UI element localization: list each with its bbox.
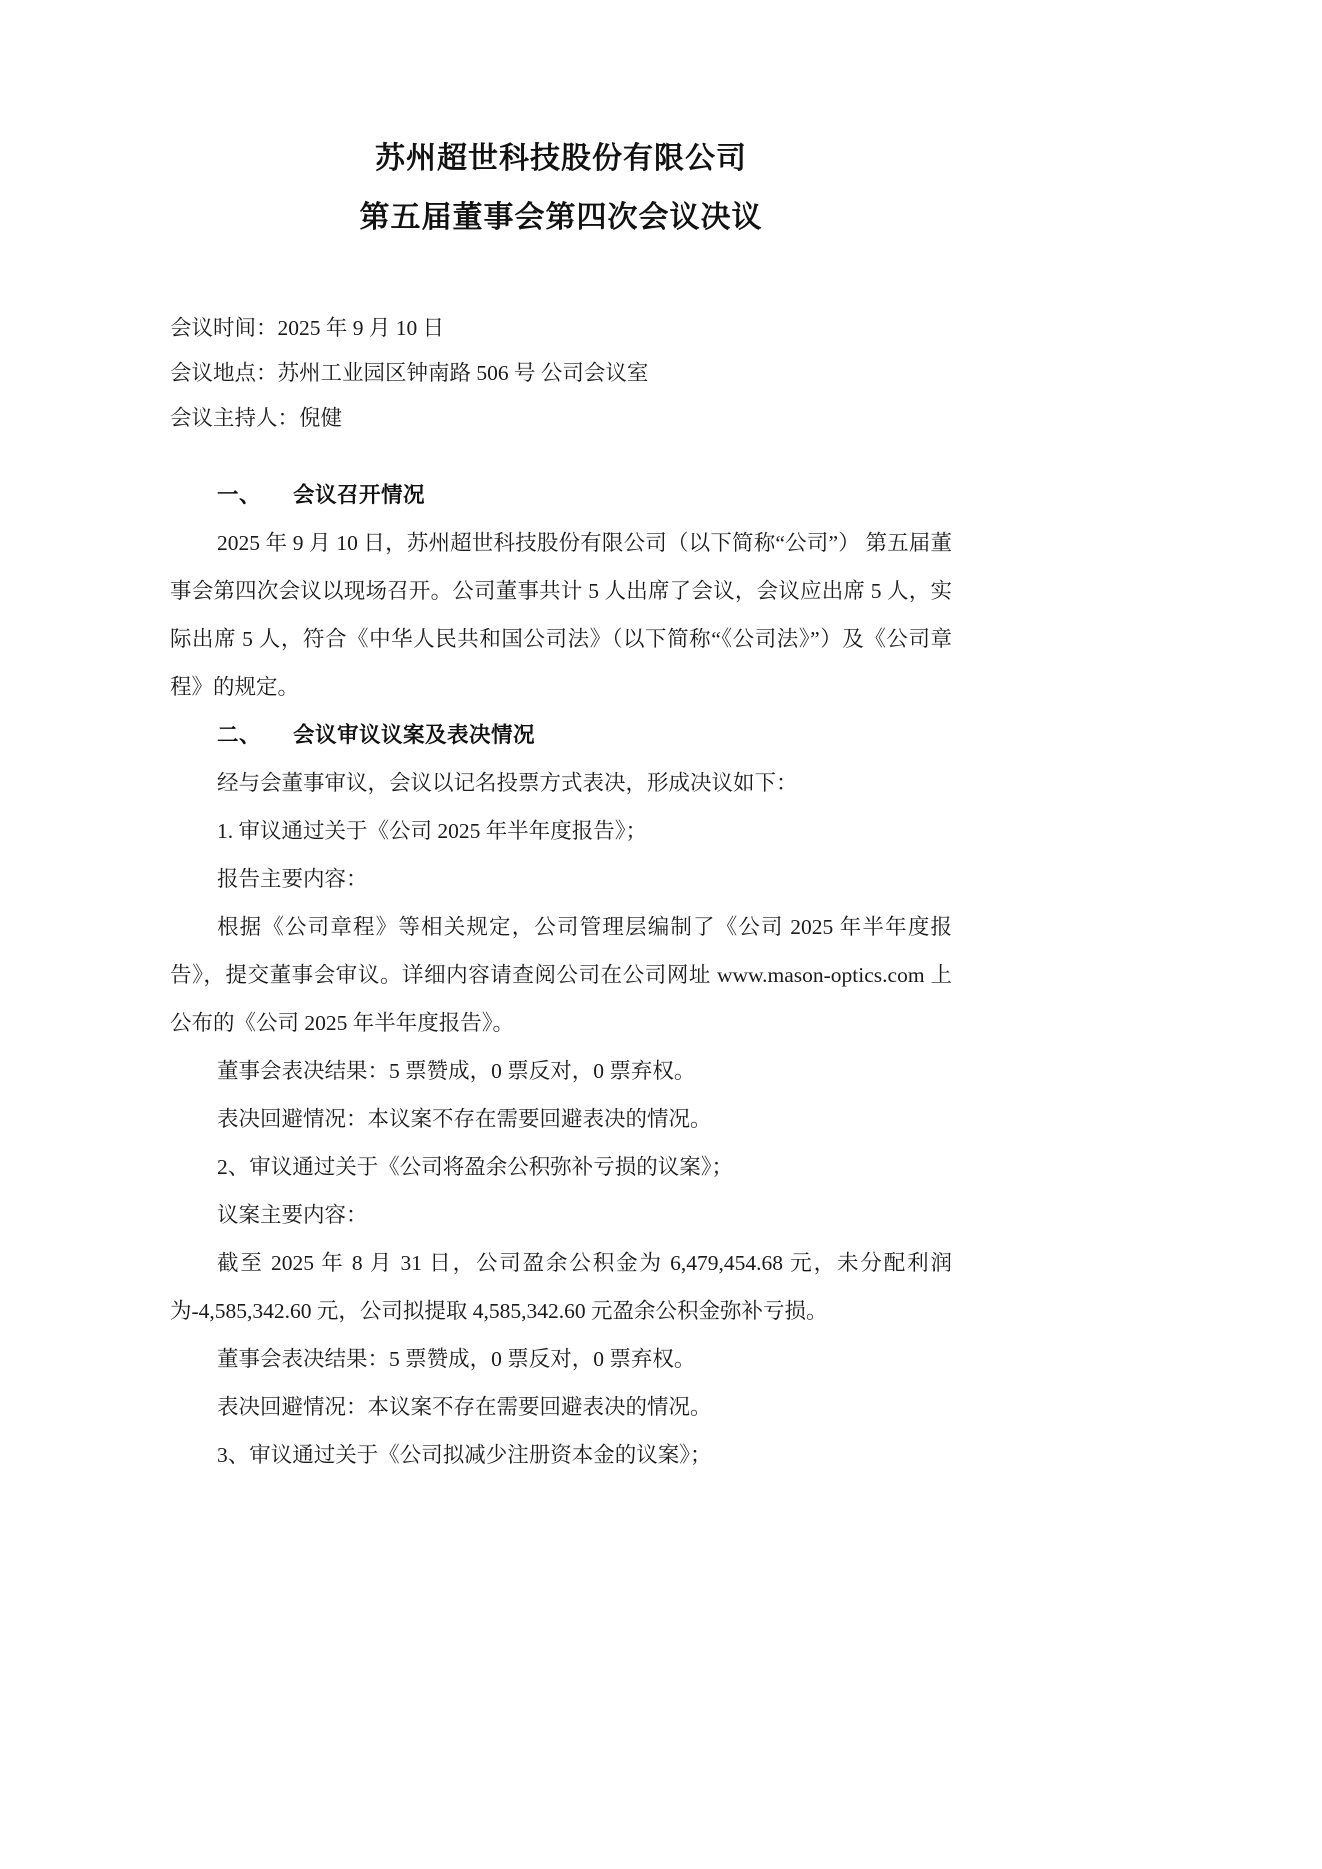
section-one-number: 一、 <box>217 483 262 507</box>
meeting-meta-block <box>170 306 952 441</box>
document-title-line-2: 第五届董事会第四次会议决议 <box>359 201 763 234</box>
proposal-item-1: 1. 审议通过关于《公司 2025 年半年度报告》； <box>217 819 648 843</box>
vote-result-1: 董事会表决结果：5 票赞成，0 票反对，0 票弃权。 <box>217 1059 696 1083</box>
report-content-body: 根据《公司章程》等相关规定，公司管理层编制了《公司 2025 年半年度报告》，提交董事会审议。详细内容请查阅公司在公司网址 www.mason-optics.com 上公布的《公司 2025 年半年度报告》。 <box>170 915 952 1035</box>
recusal-note-1: 表决回避情况：本议案不存在需要回避表决的情况。 <box>217 1107 712 1131</box>
section-heading-two <box>170 711 952 759</box>
document-title-line-1: 苏州超世科技股份有限公司 <box>375 142 747 175</box>
section-two-title: 会议审议议案及表决情况 <box>293 723 536 747</box>
section-heading-one <box>170 471 952 519</box>
section-one-paragraph: 2025 年 9 月 10 日，苏州超世科技股份有限公司（以下简称“公司”） 第五届董事会第四次会议以现场召开。公司董事共计 5 人出席了会议，会议应出席 5 人，实际出席 5 人，符合《中华人民共和国公司法》（以下简称“《公司法》”）及《公司章程》的规定。 <box>170 531 952 699</box>
proposal-content-label-2: 议案主要内容： <box>217 1203 368 1227</box>
proposal-item-3: 3、审议通过关于《公司拟减少注册资本金的议案》； <box>217 1443 712 1467</box>
recusal-note-2: 表决回避情况：本议案不存在需要回避表决的情况。 <box>217 1395 712 1419</box>
meeting-time-line: 会议时间：2025 年 9 月 10 日 <box>170 316 445 340</box>
vote-result-2: 董事会表决结果：5 票赞成，0 票反对，0 票弃权。 <box>217 1347 696 1371</box>
section-one-title: 会议召开情况 <box>293 483 426 507</box>
proposal-item-2: 2、审议通过关于《公司将盈余公积弥补亏损的议案》； <box>217 1155 734 1179</box>
section-two-number: 二、 <box>217 723 262 747</box>
proposal-content-body-2: 截至 2025 年 8 月 31 日，公司盈余公积金为 6,479,454.68 元，未分配利润为-4,585,342.60 元，公司拟提取 4,585,342.60 元盈余公积金弥补亏损。 <box>170 1251 952 1323</box>
meeting-host-line: 会议主持人：倪健 <box>170 406 343 430</box>
document-content <box>170 0 952 1479</box>
meeting-place-line: 会议地点：苏州工业园区钟南路 506 号 公司会议室 <box>170 361 649 385</box>
resolution-intro: 经与会董事审议，会议以记名投票方式表决，形成决议如下： <box>217 771 798 795</box>
report-content-label: 报告主要内容： <box>217 867 368 891</box>
